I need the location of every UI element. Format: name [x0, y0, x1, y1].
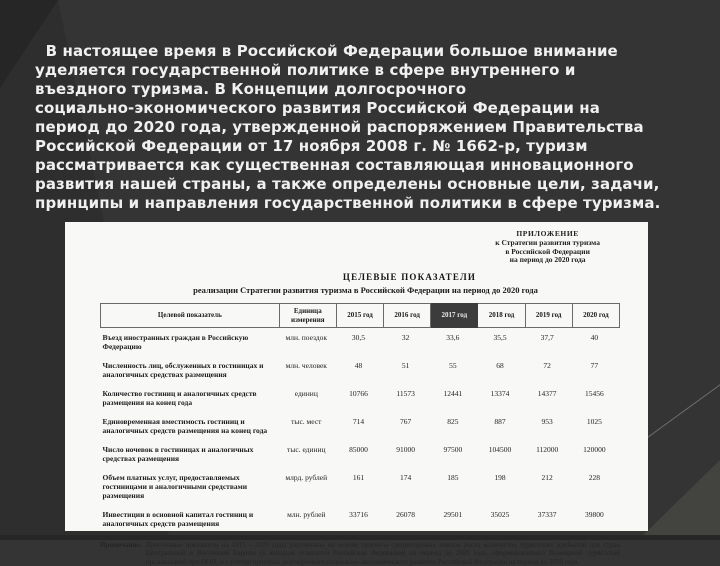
indicator-value: 37,7: [540, 333, 554, 343]
indicator-value: 185: [447, 473, 459, 483]
indicator-value: 55: [449, 361, 457, 371]
paragraph-line: Российской Федерации от 17 ноября 2008 г. № 1662-р, туризм: [35, 137, 588, 155]
col-header-2018: 2018 год: [478, 304, 525, 328]
paragraph-line: период до 2020 года, утвержденной распоряжением Правительства: [35, 118, 644, 136]
indicator-value: 887: [494, 417, 506, 427]
indicator-name: Число ночевок в гостиницах и аналогичных средствах размещения: [102, 445, 254, 464]
col-header-2020: 2020 год: [572, 304, 619, 328]
paragraph-line: принципы и направления государственной политики в сфере туризма.: [35, 194, 661, 212]
col-header-2019: 2019 год: [525, 304, 572, 328]
indicator-unit: тыс. единиц: [287, 445, 326, 455]
paragraph-line: развития нашей страны, а также определены основные цели, задачи,: [35, 175, 660, 193]
slide-paragraph: [35, 42, 683, 213]
indicator-value: 77: [590, 361, 599, 371]
table-row: [101, 412, 620, 440]
col-header-2015: 2015 год: [336, 304, 383, 328]
indicator-value: 11573: [396, 389, 415, 399]
appendix-block: [495, 230, 600, 265]
indicator-value: 120000: [583, 445, 606, 455]
table-row: [101, 505, 620, 533]
indicator-value: 228: [588, 473, 600, 483]
indicator-value: 825: [447, 417, 459, 427]
indicator-value: 35,5: [493, 333, 507, 343]
indicator-value: 198: [494, 473, 506, 483]
indicator-value: 13374: [490, 389, 510, 399]
indicator-unit: единиц: [294, 389, 318, 399]
indicator-value: 174: [400, 473, 412, 483]
indicator-value: 15456: [585, 389, 604, 399]
indicator-name: Инвестиции в основной капитал гостиниц и аналогичных средств размещения: [102, 510, 254, 529]
indicator-name: Объем платных услуг, предоставляемых гостиницами и аналогичными средствами размещения: [102, 473, 248, 501]
col-header-unit: Единица измерения: [279, 304, 336, 328]
indicator-value: 33,6: [446, 333, 460, 343]
indicators-table: [100, 303, 620, 533]
note-text: Прогнозные показатели на 2015 - 2020 годы рассчитаны на основе прогноза среднегодовых темпов роста количества туристских прибытий для стран Центральной и Восточной Европы (к которым относится Российская Федерация) на период до 2020 года, сформированного Всемирной туристской организацией при ООН, и с учетом прогноза долгосрочного социально-экономического развития Российской Федерации на период до 2030 года.: [146, 541, 620, 566]
indicator-value: 161: [352, 473, 365, 483]
indicator-value: 33716: [349, 510, 368, 520]
indicator-value: 26078: [396, 510, 416, 520]
indicator-value: 35025: [490, 510, 510, 520]
table-row: [101, 356, 620, 384]
doc-title: ЦЕЛЕВЫЕ ПОКАЗАТЕЛИ: [342, 272, 477, 283]
indicator-value: 29501: [443, 510, 463, 520]
indicator-value: 97500: [443, 445, 463, 455]
indicator-value: 85000: [349, 445, 368, 455]
indicator-value: 48: [354, 361, 363, 371]
table-header-row: [101, 304, 620, 328]
paragraph-line: въездного туризма. В Концепции долгосрочного: [35, 80, 467, 98]
indicator-name: Численность лиц, обслуженных в гостиницах и аналогичных средствах размещения: [102, 361, 264, 380]
indicator-value: 953: [541, 417, 553, 427]
table-row: [101, 384, 620, 412]
indicator-unit: млн. человек: [285, 361, 327, 371]
indicator-value: 10766: [349, 389, 368, 399]
document-scan: [65, 222, 648, 566]
indicator-value: 767: [400, 417, 412, 427]
table-row: [101, 468, 620, 505]
col-header-indicator: Целевой показатель: [101, 304, 280, 328]
indicator-value: 14377: [537, 389, 557, 399]
bg-diagonal-line: [642, 383, 720, 441]
bg-bottom-strip: [0, 535, 720, 540]
indicator-unit: млн. рублей: [287, 510, 326, 520]
indicator-value: 12441: [443, 389, 463, 399]
indicator-unit: млн. поездок: [285, 333, 328, 343]
indicator-value: 37337: [537, 510, 557, 520]
doc-subtitle: реализации Стратегии развития туризма в Российской Федерации на период до 2020 года: [193, 285, 538, 296]
indicator-value: 1025: [586, 417, 602, 427]
indicator-value: 51: [401, 361, 410, 371]
indicator-value: 112000: [536, 445, 559, 455]
table-row: [101, 328, 620, 357]
indicator-value: 40: [590, 333, 599, 343]
indicator-value: 104500: [488, 445, 512, 455]
indicator-value: 30,5: [351, 333, 366, 343]
paragraph-line: В настоящее время в Российской Федерации большое внимание: [35, 42, 618, 60]
indicator-name: Въезд иностранных граждан в Российскую Федерацию: [102, 333, 249, 352]
indicator-value: 72: [543, 361, 551, 371]
note-label: Примечание.: [100, 541, 142, 550]
indicator-unit: тыс. мест: [291, 417, 322, 427]
indicator-unit: млрд. рублей: [285, 473, 328, 483]
indicator-value: 68: [496, 361, 504, 371]
paragraph-line: рассматривается как существенная составляющая инновационного: [35, 156, 634, 174]
table-row: [101, 440, 620, 468]
paragraph-line: социально-экономического развития Российской Федерации на: [35, 99, 600, 117]
appendix-line: к Стратегии развития туризма: [495, 237, 600, 247]
paragraph-line: уделяется государственной политике в сфере внутреннего и: [35, 61, 576, 79]
appendix-line: в Российской Федерации: [505, 246, 590, 256]
indicator-value: 39800: [585, 510, 604, 520]
indicator-value: 91000: [396, 445, 416, 455]
indicator-value: 212: [541, 473, 553, 483]
col-header-2017: 2017 год: [431, 304, 478, 328]
note: [100, 541, 620, 566]
indicator-value: 714: [352, 417, 365, 427]
col-header-2016: 2016 год: [384, 304, 431, 328]
indicator-name: Единовременная вместимость гостиниц и аналогичных средств размещения на конец года: [102, 417, 268, 436]
indicator-name: Количество гостиниц и аналогичных средств размещения на конец года: [102, 389, 257, 408]
appendix-line: ПРИЛОЖЕНИЕ: [516, 229, 579, 238]
indicator-value: 32: [401, 333, 410, 343]
appendix-line: на период до 2020 года: [509, 255, 586, 265]
